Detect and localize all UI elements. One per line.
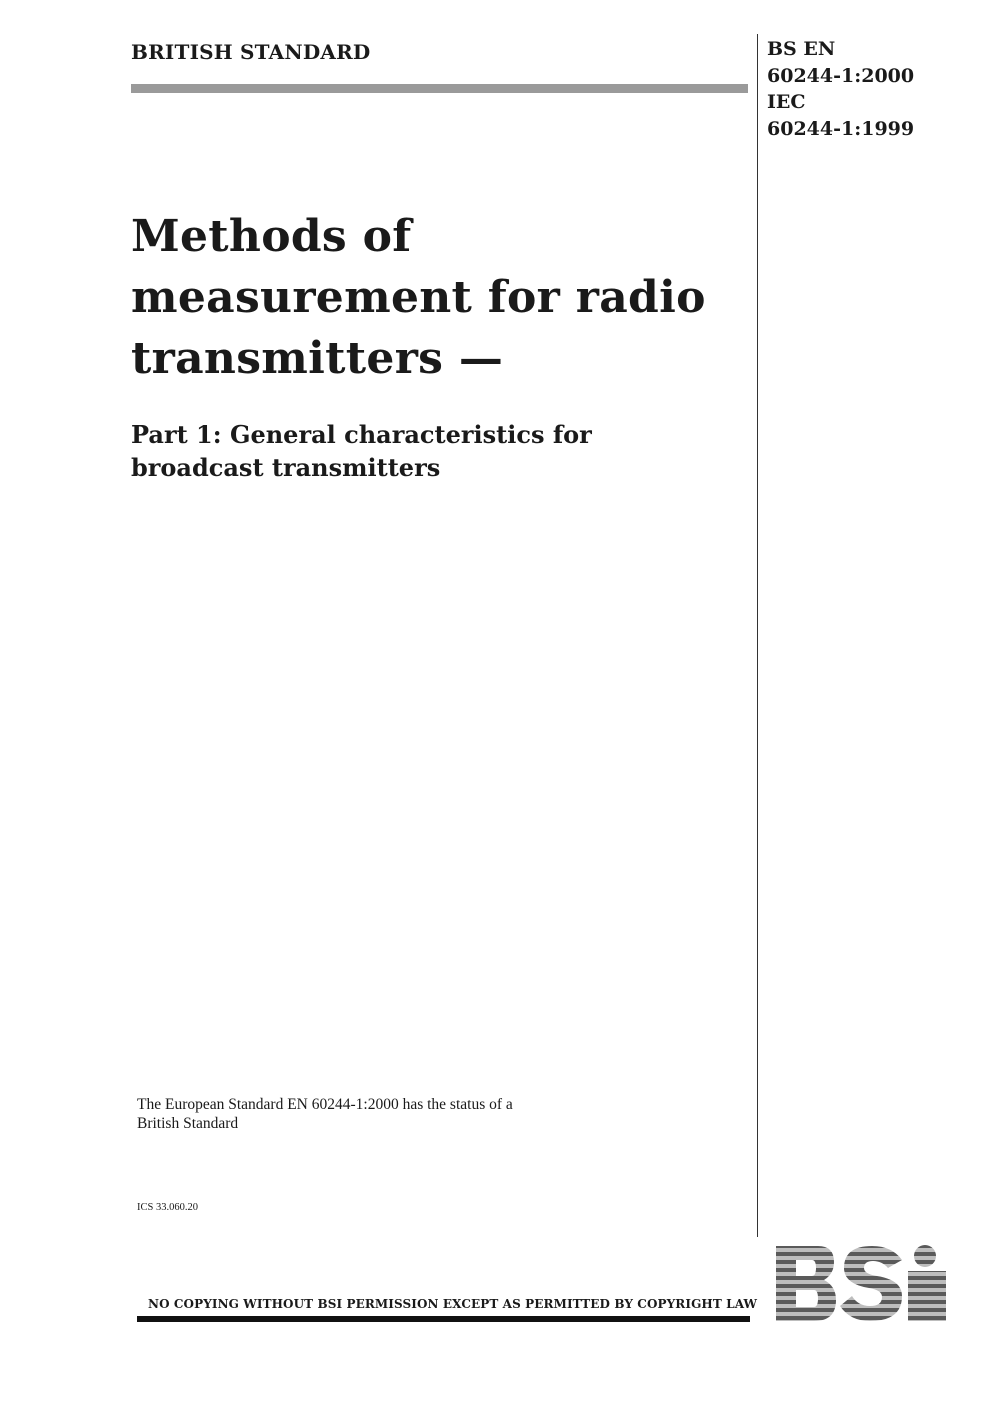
header-rule [131, 84, 748, 93]
bsi-logo-mark [774, 1244, 949, 1323]
vertical-divider [757, 34, 758, 1237]
footer-rule [137, 1316, 750, 1322]
standard-id-line: 60244-1:1999 [767, 117, 915, 140]
status-note-line: The European Standard EN 60244-1:2000 has the status of a [137, 1096, 513, 1113]
subtitle-line: broadcast transmitters [131, 453, 441, 482]
standard-id-line: BS EN [767, 38, 836, 60]
title-line: transmitters — [131, 333, 504, 384]
ics-code: ICS 33.060.20 [137, 1202, 198, 1213]
status-note [137, 1095, 513, 1133]
document-type-label: BRITISH STANDARD [131, 40, 371, 64]
standard-identifiers [767, 36, 914, 142]
title-line: measurement for radio [131, 272, 706, 323]
standard-id-line: 60244-1:2000 [767, 64, 915, 87]
subtitle-line: Part 1: General characteristics for [131, 420, 592, 449]
title-line: Methods of [131, 211, 412, 262]
bsi-logo [774, 1244, 949, 1323]
status-note-line: British Standard [137, 1115, 239, 1132]
standard-id-line: IEC [767, 91, 806, 113]
copyright-notice: NO COPYING WITHOUT BSI PERMISSION EXCEPT AS PERMITTED BY COPYRIGHT LAW [148, 1297, 758, 1311]
document-subtitle [131, 418, 751, 484]
document-title [131, 206, 751, 389]
